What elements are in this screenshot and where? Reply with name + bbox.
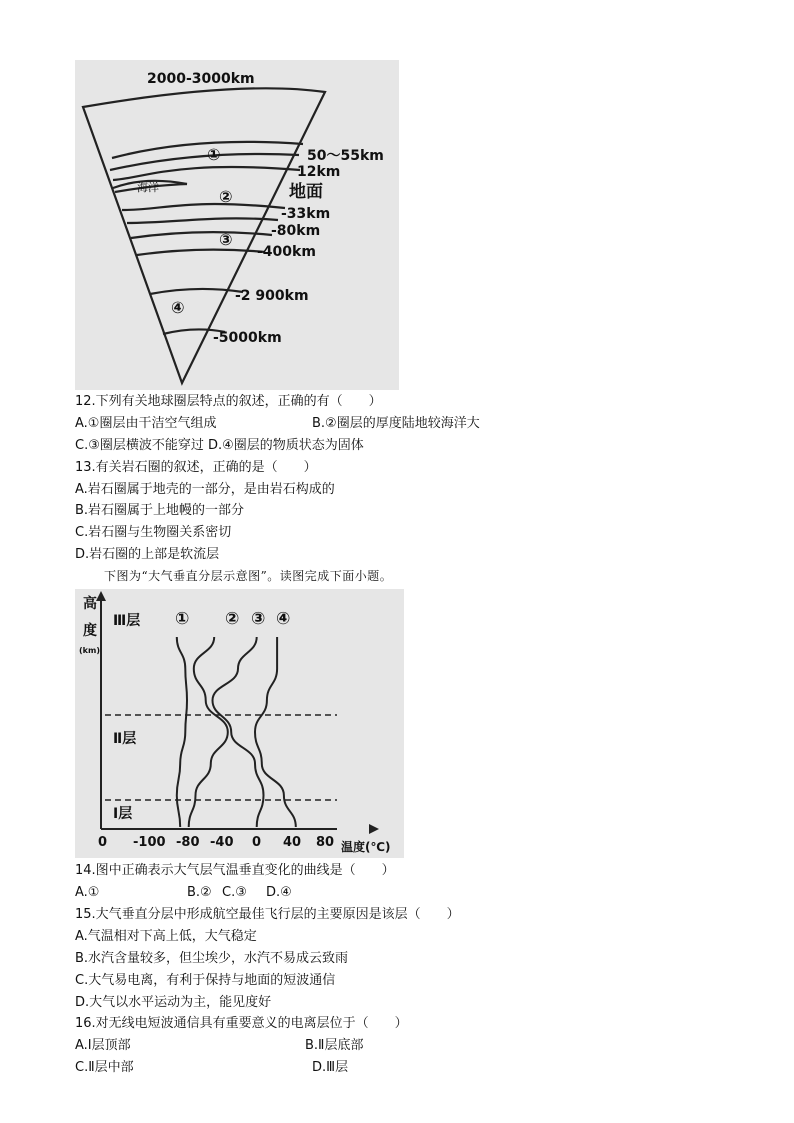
question-12-option-a: A.①圈层由干洁空气组成: [75, 416, 217, 431]
layer-marker-3: ③: [219, 230, 233, 249]
question-16-option-d: D.Ⅲ层: [312, 1060, 349, 1075]
question-15-option-c: C.大气易电离，有利于保持与地面的短波通信: [75, 973, 336, 988]
x-tick-zero: 0: [252, 835, 262, 850]
curve-label-3: ③: [251, 609, 266, 629]
question-14-option-a: A.①: [75, 885, 100, 900]
earth-layers-svg: [75, 60, 399, 390]
ground-label: 地面: [289, 182, 323, 202]
y-label-char-1: 高: [83, 596, 97, 612]
temperature-curve-1: [177, 637, 187, 827]
depth-label-400km: -400km: [257, 244, 316, 260]
x-tick-minus-100: -100: [133, 835, 166, 850]
layer-marker-1: ①: [207, 145, 221, 164]
layer-label-iii: Ⅲ层: [113, 613, 141, 629]
temperature-curve-2: [189, 637, 228, 827]
layer-boundary-4: [122, 204, 285, 210]
depth-label-2900km: -2 900km: [235, 288, 309, 304]
y-axis-arrow: [96, 591, 106, 601]
x-tick-80: 80: [316, 835, 335, 850]
y-label-char-2: 度: [83, 623, 97, 639]
ocean-label: 海洋: [137, 181, 159, 194]
question-16-option-a: A.Ⅰ层顶部: [75, 1038, 131, 1053]
layer-boundary-8: [150, 289, 243, 294]
temperature-curve-4: [255, 637, 296, 827]
question-14-stem: 14.图中正确表示大气层气温垂直变化的曲线是（ ）: [75, 863, 395, 878]
layer-marker-2: ②: [219, 187, 233, 206]
curve-label-1: ①: [175, 609, 190, 629]
curve-label-2: ②: [225, 609, 240, 629]
question-15-option-b: B.水汽含量较多，但尘埃少，水汽不易成云致雨: [75, 951, 349, 966]
question-16-option-b: B.Ⅱ层底部: [305, 1038, 364, 1053]
x-axis-label: 温度(℃): [341, 840, 391, 854]
layer-label-ii: Ⅱ层: [113, 731, 137, 747]
x-tick-minus-40: -40: [210, 835, 234, 850]
depth-label-80km: -80km: [271, 223, 321, 239]
question-13-stem: 13.有关岩石圈的叙述，正确的是（ ）: [75, 460, 317, 475]
layer-marker-4: ④: [171, 298, 185, 317]
question-12-option-cd: C.③圈层横波不能穿过 D.④圈层的物质状态为固体: [75, 438, 364, 453]
depth-label-12km: 12km: [297, 164, 341, 180]
layer-label-i: Ⅰ层: [113, 806, 133, 822]
atmosphere-chart: [75, 589, 404, 858]
layer-boundary-5: [127, 218, 278, 223]
question-15-option-d: D.大气以水平运动为主，能见度好: [75, 995, 272, 1010]
question-12-stem: 12.下列有关地球圈层特点的叙述，正确的有（ ）: [75, 394, 382, 409]
x-axis-arrow: [369, 824, 379, 834]
depth-label-5000km: -5000km: [213, 330, 282, 346]
curve-label-4: ④: [276, 609, 291, 629]
layer-boundary-6: [131, 232, 272, 238]
question-16-option-c: C.Ⅱ层中部: [75, 1060, 134, 1075]
question-14-option-c: C.③: [222, 885, 247, 900]
question-12-option-b: B.②圈层的厚度陆地较海洋大: [312, 416, 480, 431]
question-15-stem: 15.大气垂直分层中形成航空最佳飞行层的主要原因是该层（ ）: [75, 907, 460, 922]
y-axis-unit: (km): [79, 646, 100, 655]
x-tick-40: 40: [283, 835, 302, 850]
question-13-option-c: C.岩石圈与生物圈关系密切: [75, 525, 232, 540]
question-13-option-b: B.岩石圈属于上地幔的一部分: [75, 503, 245, 518]
question-16-stem: 16.对无线电短波通信具有重要意义的电离层位于（ ）: [75, 1016, 408, 1031]
x-tick-origin: 0: [98, 835, 108, 850]
depth-label-33km: -33km: [281, 206, 331, 222]
question-13-option-d: D.岩石圈的上部是软流层: [75, 547, 220, 562]
layer-boundary-3: [113, 167, 300, 180]
question-14-option-d: D.④: [266, 885, 292, 900]
depth-label-crust-top: 50～55km: [307, 148, 384, 164]
atmosphere-chart-svg: [75, 589, 404, 858]
figure-intro-text: 下图为“大气垂直分层示意图”。读图完成下面小题。: [104, 569, 393, 583]
question-13-option-a: A.岩石圈属于地壳的一部分，是由岩石构成的: [75, 482, 335, 497]
question-14-option-b: B.②: [187, 885, 212, 900]
x-tick-minus-80: -80: [176, 835, 200, 850]
top-width-label: 2000-3000km: [147, 71, 255, 87]
question-15-option-a: A.气温相对下高上低，大气稳定: [75, 929, 257, 944]
earth-layers-figure: [75, 60, 399, 390]
